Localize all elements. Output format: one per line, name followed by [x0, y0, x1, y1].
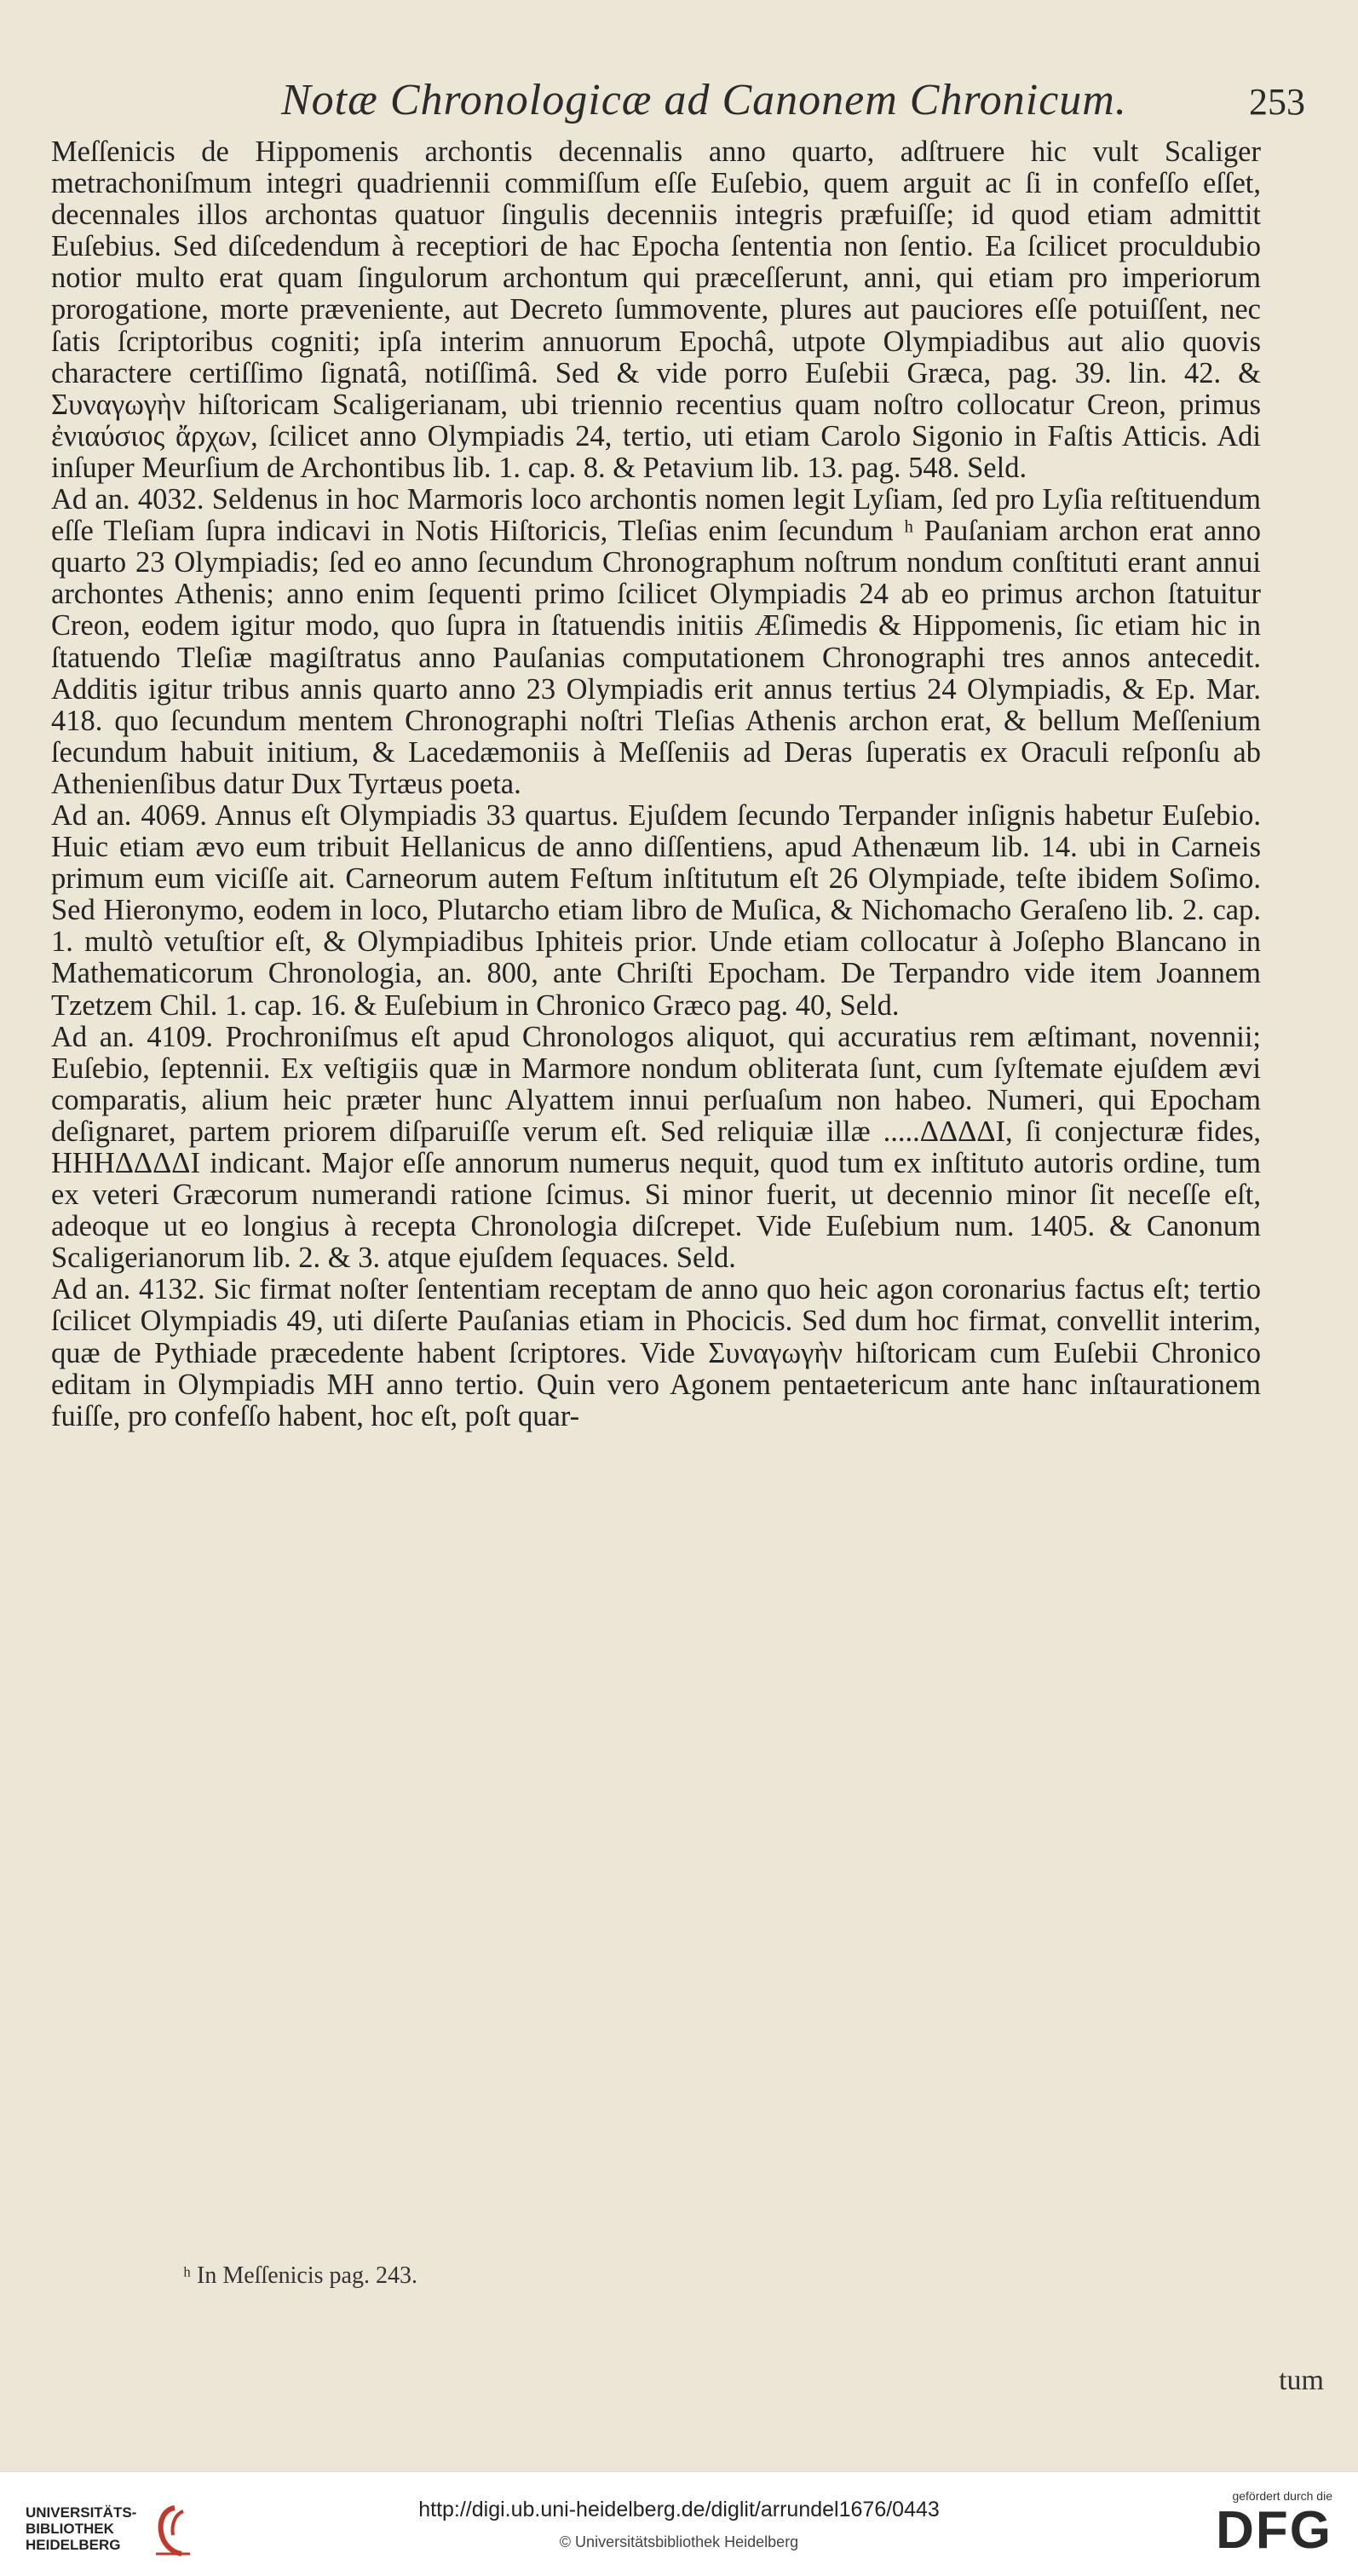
copyright-notice: © Universitätsbibliothek Heidelberg [559, 2533, 799, 2550]
page-number: 253 [1249, 81, 1305, 123]
paragraph: Ad an. 4109. Prochroniſmus eſt apud Chronologos aliquot, qui accuratius rem æſtimant, novennii; Euſebio, ſeptennii. Ex veſtigiis quæ in Marmore nondum obliterata ſunt, cum ſyſtemate ejuſdem ævi comparatis, alium heic præter hunc Alyattem innui perſuaſum non habeo. Numeri, qui Epocham deſignaret, partem priorem diſparuiſſe verum eſt. Sed reliquiæ illæ .....ΔΔΔΔΙ, ſi conjecturæ fides, ΗΗΗΔΔΔΔΙ indicant. Major eſſe annorum numerus nequit, quod tum ex inſtituto autoris ordine, tum ex veteri Græcorum numerandi ratione ſcimus. Si minor fuerit, ut decennio minor ſit neceſſe eſt, adeoque ut eo longius à recepta Chronologia diſcrepet. Vide Euſebium num. 1405. & Canonum Scaligerianorum lib. 2. & 3. atque ejuſdem ſequaces. Seld. [51, 1020, 1261, 1275]
running-title: Notæ Chronologicæ ad Canonem Chronicum. [281, 76, 1127, 124]
paragraph: Ad an. 4132. Sic firmat noſter ſententiam receptam de anno quo heic agon coronarius factus eſt; tertio ſcilicet Olympiadis 49, uti diſerte Pauſanias etiam in Phocicis. Sed dum hoc firmat, convellit interim, quæ de Pythiade præcedente habent ſcriptores. Vide Συναγωγὴν hiſtoricam cum Euſebii Chronico editam in Olympiadis MH anno tertio. Quin vero Agonem pentaetericum ante hanc inſtaurationem fuiſſe, pro confeſſo habent, hoc eſt, poſt quar- [51, 1273, 1261, 1432]
paragraph: Meſſenicis de Hippomenis archontis decennalis anno quarto, adſtruere hic vult Scaliger metrachoniſmum integri quadriennii commiſſum eſſe Euſebio, quem arguit ac ſi in confeſſo eſſet, decennales illos archontas quatuor ſingulis decenniis integris præfuiſſe; id quod etiam admittit Euſebius. Sed diſcedendum à receptiori de hac Epocha ſententia non ſentio. Ea ſcilicet proculdubio notior multo erat quam ſingulorum archontum qui præceſſerunt, anni, qui etiam pro imperiorum prorogatione, morte præveniente, aut Decreto ſummovente, plures aut pauciores eſſe potuiſſent, nec ſatis ſcriptoribus cogniti; ipſa interim annuorum Epochâ, utpote Olympiadibus aut alio quovis charactere certiſſimo ſignatâ, notiſſimâ. Sed & vide porro Euſebii Græca, pag. 39. lin. 42. & Συναγωγὴν hiſtoricam Scaligerianam, ubi triennio recentius quam noſtro collocatur Creon, primus ἐνιαύσιος ἄρχων, ſcilicet anno Olympiadis 24, tertio, uti etiam Carolo Sigonio in Faſtis Atticis. Adi inſuper Meurſium de Archontibus lib. 1. cap. 8. & Petavium lib. 13. pag. 548. Seld. [51, 135, 1261, 484]
dfg-logo[interactable] [1188, 2489, 1332, 2566]
library-name: UNIVERSITÄTS- BIBLIOTHEK HEIDELBERG [26, 2504, 137, 2553]
paragraph: Ad an. 4032. Seldenus in hoc Marmoris loco archontis nomen legit Lyſiam, ſed pro Lyſia reſtituendum eſſe Tleſiam ſupra indicavi in Notis Hiſtoricis, Tleſias enim ſecundum ʰ Pauſaniam archon erat anno quarto 23 Olympiadis; ſed eo anno ſecundum Chronographum noſtrum nondum conſtituti erant annui archontes Athenis; anno enim ſequenti primo ſcilicet Olympiadis 24 ab eo primus archon ſtatuitur Creon, eodem igitur modo, quo ſupra in ſtatuendis initiis Æſimedis & Hippomenis, ſic etiam hic in ſtatuendo Tleſiæ magiſtratus anno Pauſanias computationem Chronographi tres annos antecedit. Additis igitur tribus annis quarto anno 23 Olympiadis erit annus tertius 24 Olympiadis, & Ep. Mar. 418. quo ſecundum mentem Chronographi noſtri Tleſias Athenis archon erat, & bellum Meſſenium ſecundum habuit initium, & Lacedæmoniis à Meſſeniis ad Deras ſuperatis ex Oraculi reſponſu ab Athenienſibus datur Dux Tyrtæus poeta. [51, 483, 1261, 800]
viewer-footer [0, 2471, 1358, 2576]
paragraph: Ad an. 4069. Annus eſt Olympiadis 33 quartus. Ejuſdem ſecundo Terpander inſignis habetur Euſebio. Huic etiam ævo eum tribuit Hellanicus de anno diſſentiens, apud Athenæum lib. 14. ubi in Carneis primum eum viciſſe ait. Carneorum autem Feſtum inſtitutum eſt 26 Olympiade, teſte ibidem Soſimo. Sed Hieronymo, eodem in loco, Plutarcho etiam libro de Muſica, & Nichomacho Geraſeno lib. 2. cap. 1. multò vetuſtior eſt, & Olympiadibus Iphiteis prior. Unde etiam collocatur à Joſepho Blancano in Mathematicorum Chronologia, an. 800, ante Chriſti Epocham. De Terpandro vide item Joannem Tzetzem Chil. 1. cap. 16. & Euſebium in Chronico Græco pag. 40, Seld. [51, 798, 1261, 1022]
footnote: ʰ In Meſſenicis pag. 243. [183, 2262, 417, 2289]
body-text [51, 136, 1261, 1432]
running-head [51, 75, 1312, 135]
funded-by-label: gefördert durch die [1232, 2489, 1332, 2503]
catchword: tum [1279, 2365, 1324, 2396]
page-url-link[interactable]: http://digi.ub.uni-heidelberg.de/diglit/arrundel1676/0443 [418, 2498, 940, 2521]
dfg-wordmark: DFG [1216, 2501, 1332, 2560]
